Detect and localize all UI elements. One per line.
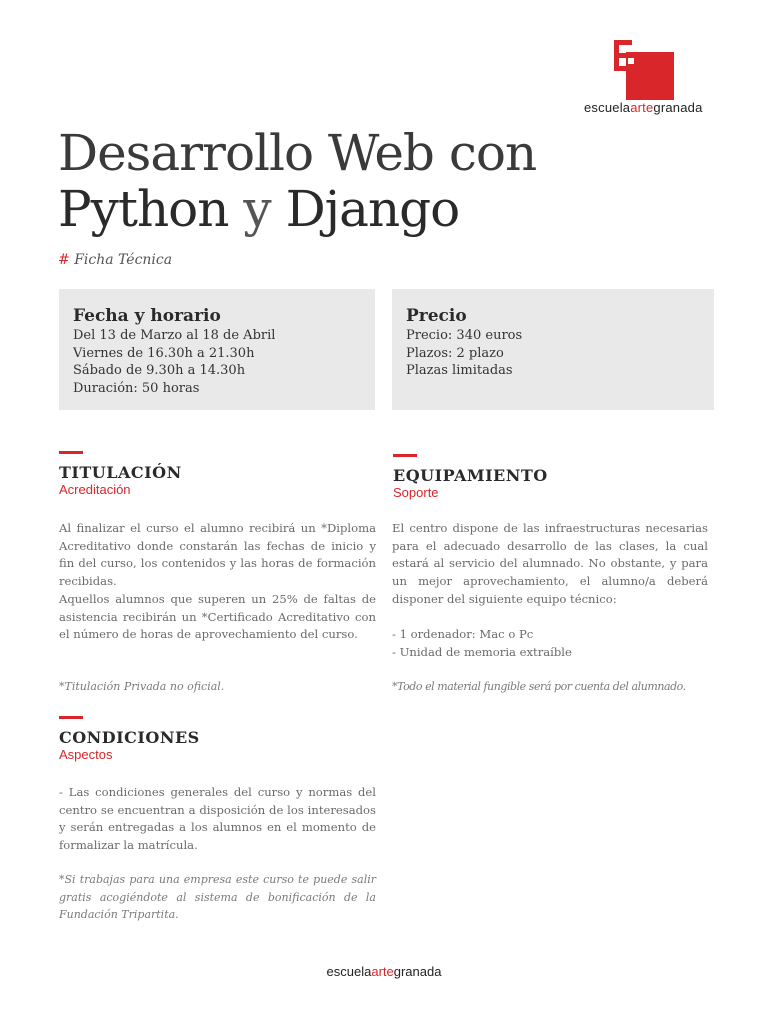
- equipamiento-note: *Todo el material fungible será por cuenta del alumnado.: [392, 680, 686, 693]
- condiciones-paragraph: - Las condiciones generales del curso y normas del centro se encuentran a disposición de los interesados y serán entregadas a los alumnos en el momento de formalizar la matrícula.: [59, 785, 376, 853]
- section-accent-bar: [59, 451, 83, 454]
- equipamiento-subtitle: Soporte: [393, 485, 439, 500]
- schedule-line: Del 13 de Marzo al 18 de Abril: [73, 328, 276, 343]
- schedule-heading: Fecha y horario: [73, 306, 221, 326]
- page-title-line2: Python y Django: [58, 180, 460, 238]
- titulacion-header: [59, 451, 182, 498]
- price-line: Precio: 340 euros: [406, 328, 523, 343]
- schedule-box: [59, 289, 375, 410]
- titulacion-title: TITULACIÓN: [59, 463, 182, 482]
- titulacion-subtitle: Acreditación: [59, 482, 131, 497]
- page-title-line1: Desarrollo Web con: [58, 124, 537, 182]
- list-item: - 1 ordenador: Mac o Pc: [392, 627, 534, 641]
- titulacion-note: *Titulación Privada no oficial.: [59, 680, 225, 693]
- section-accent-bar: [59, 716, 83, 719]
- titulacion-paragraph-1: Al finalizar el curso el alumno recibirá un *Diploma Acreditativo donde constarán las fechas de inicio y fin del curso, los contenidos y las horas de formación recibidas.: [59, 521, 376, 589]
- footer-brand: escuelaartegranada: [326, 964, 442, 979]
- price-line: Plazos: 2 plazo: [406, 345, 504, 361]
- equipamiento-paragraph: El centro dispone de las infraestructuras necesarias para el adecuado desarrollo de las clases, la cual estará al servicio del alumnado. No obstante, y para un mejor aprovechamiento, el alumno/a deberá disponer del siguiente equipo técnico:: [392, 521, 708, 606]
- escuela-logo-mark-icon: [614, 40, 674, 100]
- brand-name: escuelaartegranada: [584, 100, 703, 115]
- price-box: [392, 289, 714, 410]
- condiciones-subtitle: Aspectos: [59, 747, 113, 762]
- section-accent-bar: [393, 454, 417, 457]
- condiciones-header: [59, 716, 200, 763]
- titulacion-paragraph: [59, 520, 376, 644]
- brand-logo: [584, 40, 724, 120]
- condiciones-title: CONDICIONES: [59, 728, 200, 747]
- schedule-line: Duración: 50 horas: [73, 380, 200, 396]
- schedule-line: Sábado de 9.30h a 14.30h: [73, 363, 246, 378]
- condiciones-note: *Si trabajas para una empresa este curso te puede salir gratis acogiéndote al sistema de bonificación de la Fundación Tripartita.: [59, 873, 376, 922]
- list-item: - Unidad de memoria extraíble: [392, 644, 572, 659]
- price-line: Plazas limitadas: [406, 363, 513, 378]
- equipamiento-header: [393, 454, 548, 501]
- equipamiento-title: EQUIPAMIENTO: [393, 466, 548, 485]
- titulacion-paragraph-2: Aquellos alumnos que superen un 25% de faltas de asistencia recibirán un *Certificado Acreditativo con el número de horas de aprovechamiento del curso.: [59, 591, 376, 642]
- price-heading: Precio: [406, 306, 467, 326]
- schedule-line: Viernes de 16.30h a 21.30h: [73, 345, 255, 361]
- equipamiento-list: [392, 626, 708, 661]
- page-subtitle: # Ficha Técnica: [58, 252, 173, 268]
